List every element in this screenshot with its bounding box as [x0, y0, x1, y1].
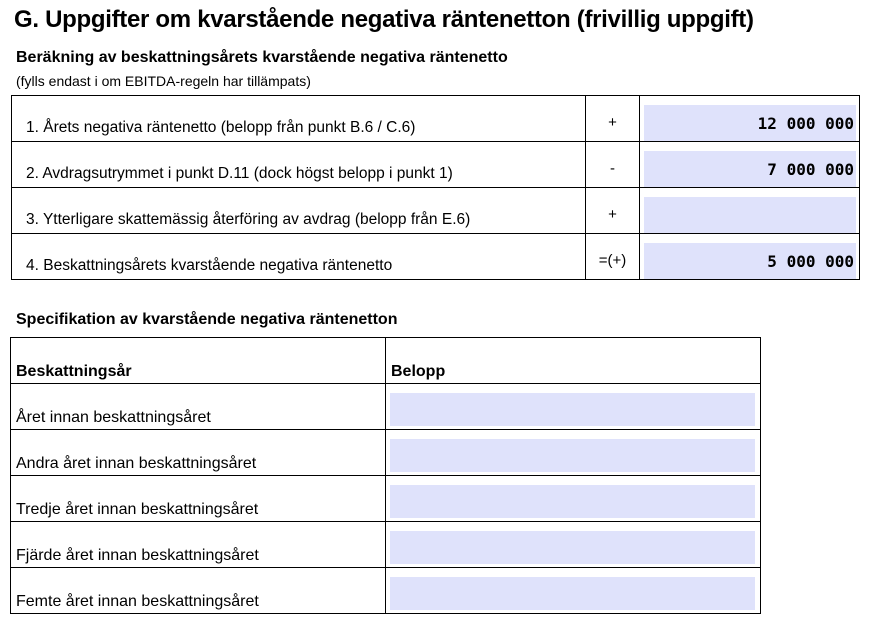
spec-amount-field-1[interactable] [390, 393, 755, 426]
spec-amount-field-3[interactable] [390, 485, 755, 518]
spec-row-year: Tredje året innan beskattningsåret [11, 476, 386, 521]
calc-row-2 [12, 141, 859, 187]
calc-amount-field-3[interactable] [644, 197, 856, 233]
calc-row-label: 4. Beskattningsårets kvarstående negativa räntenetto [12, 234, 586, 279]
calc-row-label: 2. Avdragsutrymmet i punkt D.11 (dock högst belopp i punkt 1) [12, 142, 586, 187]
spec-row-year: Andra året innan beskattningsåret [11, 430, 386, 475]
spec-row-amount-cell [386, 522, 760, 567]
calc-row-amount-cell [640, 96, 859, 141]
calc-amount-field-1[interactable]: 12 000 000 [644, 105, 856, 141]
spec-row-year: Femte året innan beskattningsåret [11, 568, 386, 613]
spec-row-1 [11, 383, 760, 429]
spec-row-amount-cell [386, 476, 760, 521]
specification-table [10, 337, 761, 614]
calc-row-label: 3. Ytterligare skattemässig återföring av avdrag (belopp från E.6) [12, 188, 586, 233]
section-title: G. Uppgifter om kvarstående negativa räntenetton (frivillig uppgift) [14, 6, 754, 33]
calc-row-sign: =(+) [586, 234, 640, 279]
spec-amount-field-2[interactable] [390, 439, 755, 472]
calc-row-1 [12, 96, 859, 141]
calc-row-amount-cell [640, 142, 859, 187]
calc-row-3 [12, 187, 859, 233]
calc-row-sign: - [586, 142, 640, 187]
spec-header-amount: Belopp [391, 363, 446, 380]
spec-amount-field-4[interactable] [390, 531, 755, 564]
calc-amount-field-2[interactable]: 7 000 000 [644, 151, 856, 187]
calc-amount-field-4[interactable]: 5 000 000 [644, 243, 856, 279]
calc-row-4 [12, 233, 859, 279]
spec-row-year: Fjärde året innan beskattningsåret [11, 522, 386, 567]
spec-row-4 [11, 521, 760, 567]
spec-row-amount-cell [386, 430, 760, 475]
spec-row-amount-cell [386, 384, 760, 429]
calculation-heading: Beräkning av beskattningsårets kvarstående negativa räntenetto [16, 49, 508, 66]
calc-row-amount-cell [640, 188, 859, 233]
spec-amount-field-5[interactable] [390, 577, 755, 610]
calc-row-amount-cell [640, 234, 859, 279]
spec-row-3 [11, 475, 760, 521]
spec-header-year: Beskattningsår [11, 338, 386, 383]
spec-row-5 [11, 567, 760, 613]
specification-heading: Specifikation av kvarstående negativa räntenetton [16, 311, 398, 328]
spec-row-year: Året innan beskattningsåret [11, 384, 386, 429]
calculation-note: (fylls endast i om EBITDA-regeln har tillämpats) [16, 73, 311, 89]
calc-row-sign: + [586, 188, 640, 233]
calculation-table [11, 95, 860, 280]
spec-row-amount-cell [386, 568, 760, 613]
spec-header-row [11, 338, 760, 383]
spec-row-2 [11, 429, 760, 475]
calc-row-label: 1. Årets negativa räntenetto (belopp från punkt B.6 / C.6) [12, 96, 586, 141]
calc-row-sign: + [586, 96, 640, 141]
